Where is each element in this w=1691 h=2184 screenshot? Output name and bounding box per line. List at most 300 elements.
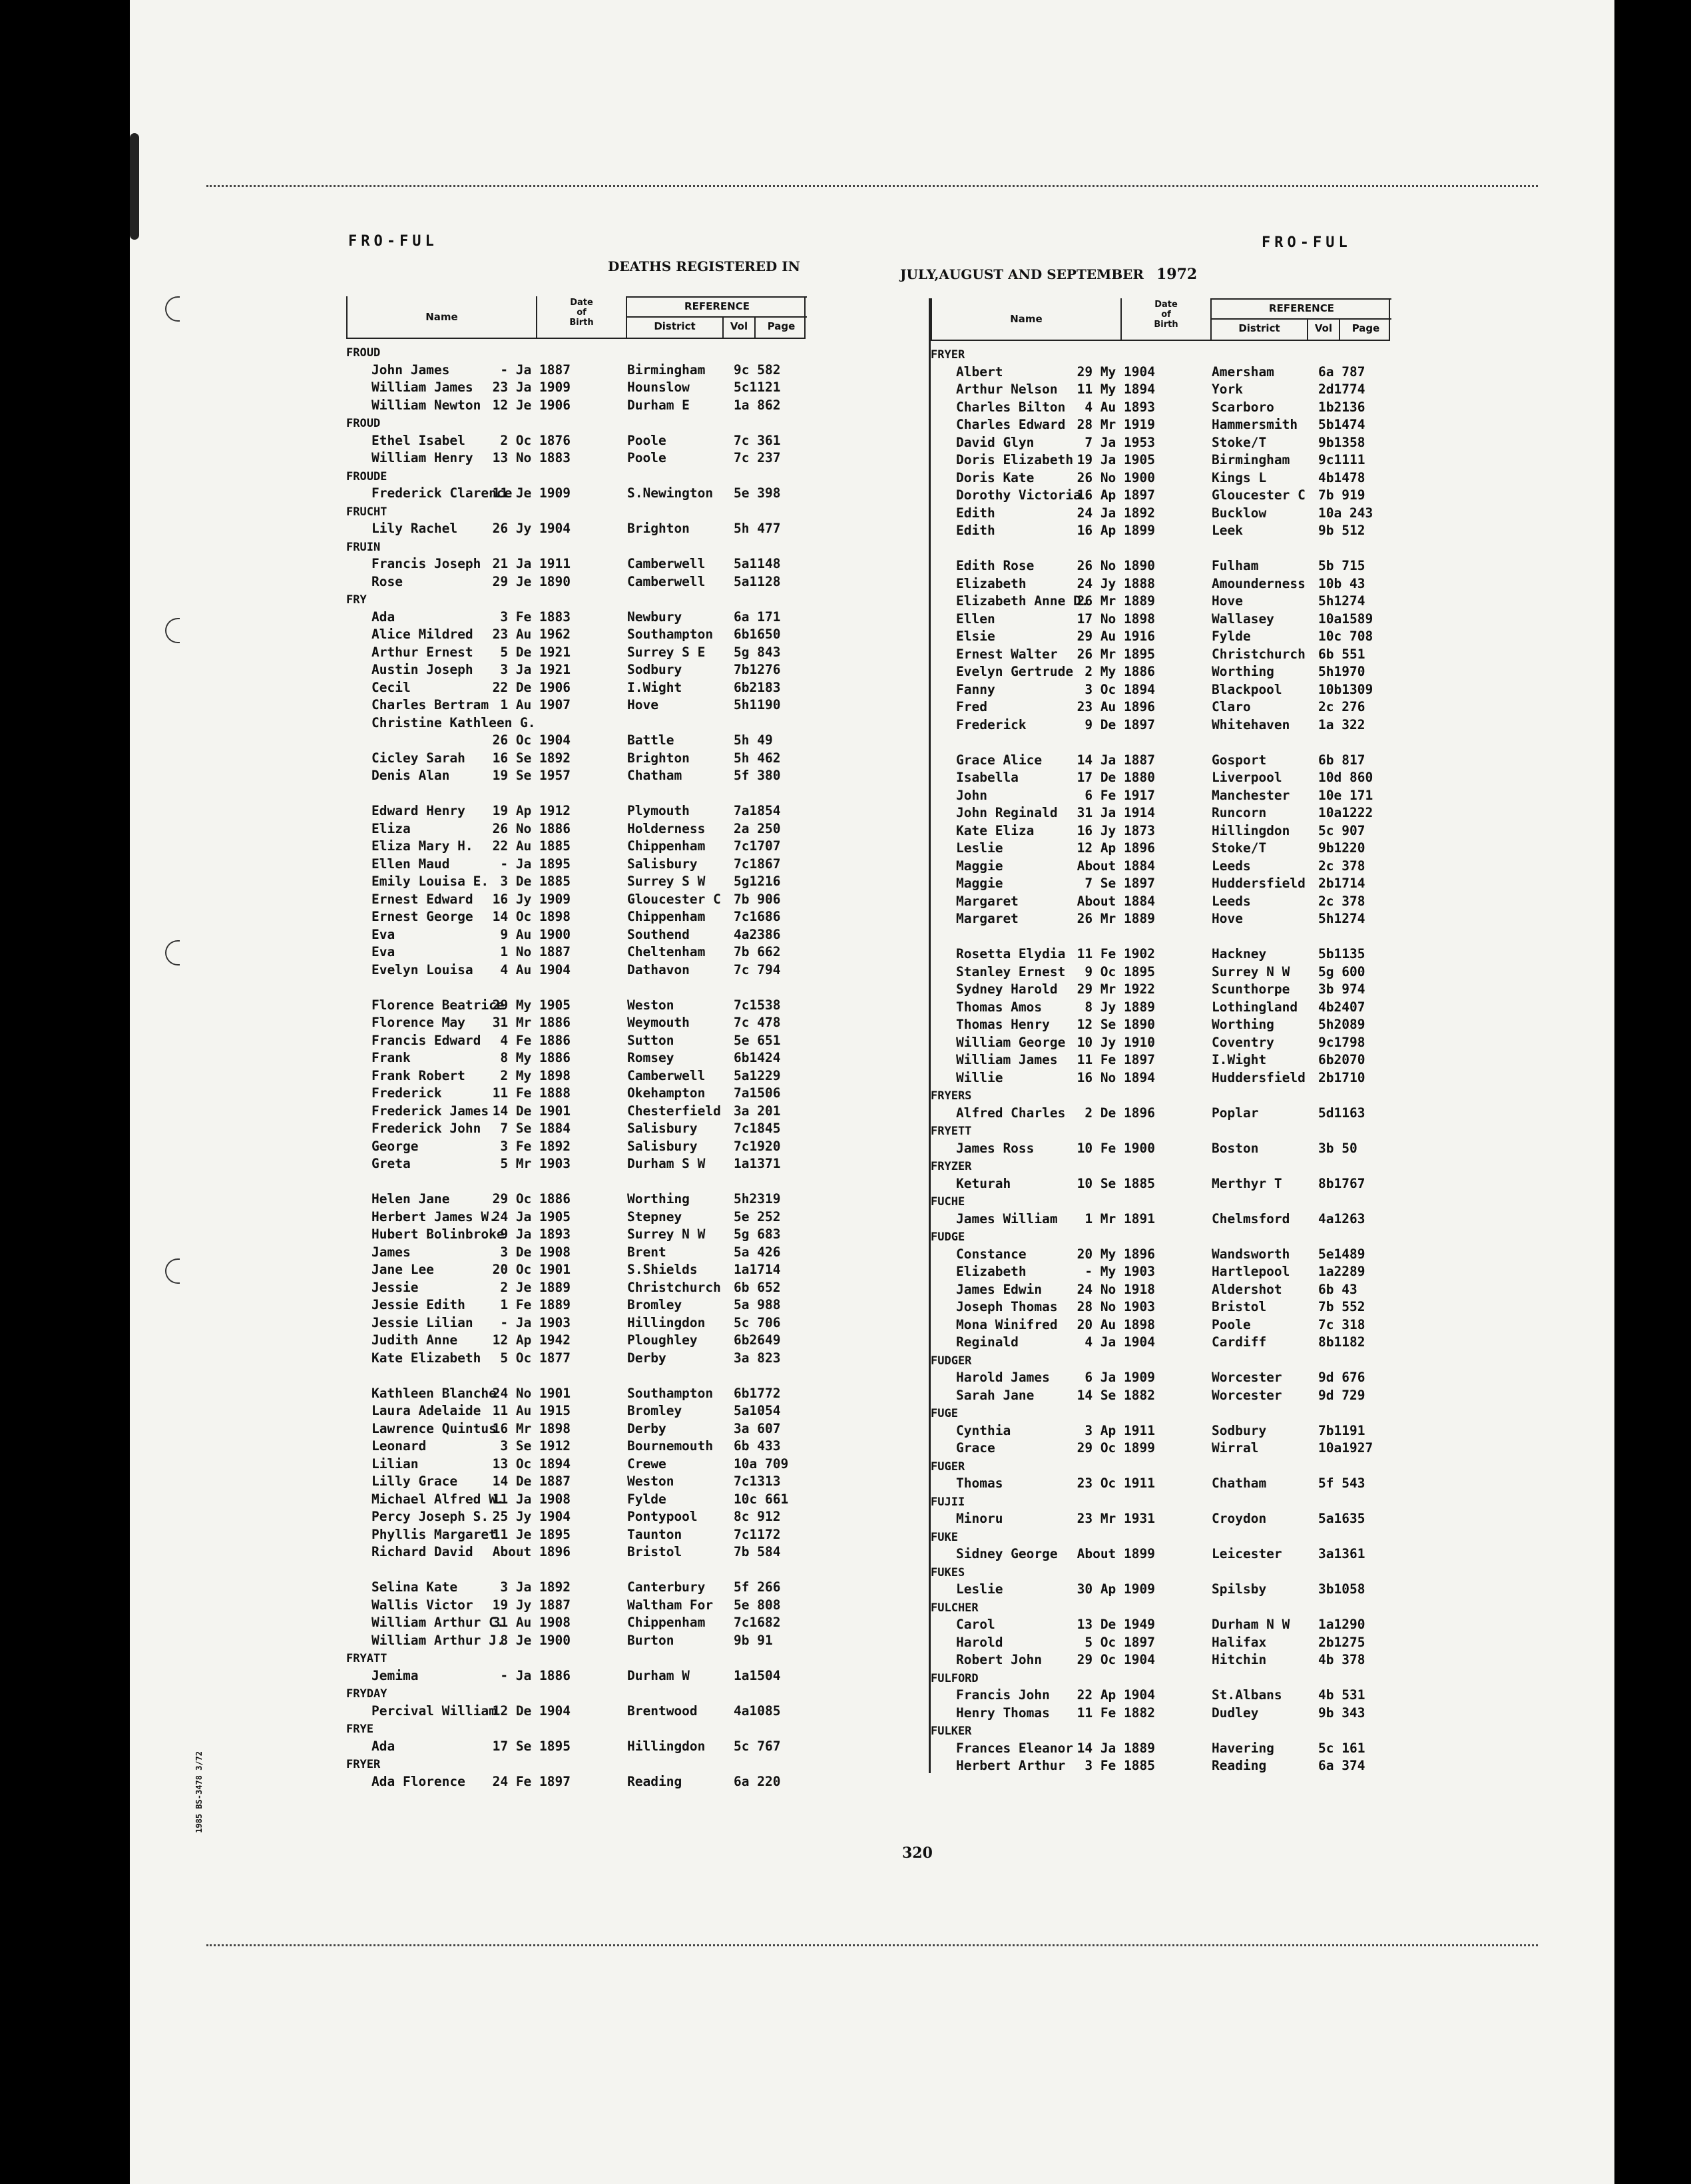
entry-district: Cardiff bbox=[1212, 1334, 1267, 1350]
entry-row bbox=[931, 1211, 1390, 1229]
entry-district: Runcorn bbox=[1212, 805, 1267, 820]
entry-row bbox=[346, 1509, 806, 1527]
surname: FRYZER bbox=[931, 1160, 972, 1173]
entry-row bbox=[931, 1440, 1390, 1458]
entry-row bbox=[346, 645, 806, 663]
entry-dob: 11 Fe 1902 bbox=[1077, 946, 1155, 961]
entry-row bbox=[346, 1297, 806, 1315]
entry-reference: 5c 907 bbox=[1318, 822, 1365, 838]
entry-row bbox=[346, 380, 806, 398]
entry-row bbox=[346, 1386, 806, 1404]
entry-district: Halifax bbox=[1212, 1634, 1267, 1650]
entry-row bbox=[346, 1015, 806, 1033]
entry-row bbox=[931, 717, 1390, 735]
entry-dob: 22 Au 1885 bbox=[492, 838, 571, 854]
entry-row bbox=[931, 558, 1390, 576]
entry-row bbox=[931, 911, 1390, 929]
header-dob-line1: Date bbox=[570, 298, 593, 308]
entry-name: Leslie bbox=[956, 1581, 1003, 1597]
entry-name: Doris Elizabeth bbox=[956, 452, 1074, 467]
entry-name: Willie bbox=[956, 1069, 1003, 1085]
entry-name: Sidney George bbox=[956, 1546, 1058, 1561]
entry-reference: 5b1474 bbox=[1318, 417, 1365, 432]
entry-reference: 4b1478 bbox=[1318, 469, 1365, 485]
entry-name: James Edwin bbox=[956, 1281, 1043, 1297]
entry-reference: 7b 552 bbox=[1318, 1299, 1365, 1314]
entry-dob: - Ja 1895 bbox=[500, 856, 571, 872]
entry-row bbox=[346, 697, 806, 715]
entry-district: Stoke/T bbox=[1212, 840, 1267, 856]
entry-row bbox=[346, 1139, 806, 1157]
surname-heading bbox=[931, 1529, 1390, 1547]
entry-district: Blackpool bbox=[1212, 681, 1282, 697]
entry-row bbox=[931, 1758, 1390, 1776]
surname-heading bbox=[346, 1650, 806, 1668]
entry-reference: 5f 380 bbox=[734, 768, 781, 783]
surname: FRYE bbox=[346, 1723, 373, 1736]
surname: FRYDAY bbox=[346, 1687, 387, 1701]
entry-reference: 7c1682 bbox=[734, 1615, 781, 1630]
entry-name: Stanley Ernest bbox=[956, 963, 1066, 979]
surname-heading bbox=[346, 344, 806, 362]
entry-row bbox=[346, 1332, 806, 1350]
entry-row bbox=[346, 680, 806, 698]
entry-row bbox=[346, 1597, 806, 1615]
entry-dob: 17 No 1898 bbox=[1077, 611, 1155, 627]
table-header bbox=[346, 296, 806, 339]
entry-row bbox=[931, 1141, 1390, 1159]
entry-district: Whitehaven bbox=[1212, 716, 1290, 732]
entry-reference: 9b 512 bbox=[1318, 523, 1365, 538]
entry-row bbox=[346, 1492, 806, 1509]
entry-name: Percy Joseph S. bbox=[371, 1509, 489, 1524]
entry-row bbox=[931, 629, 1390, 647]
entry-row bbox=[931, 840, 1390, 858]
entry-row bbox=[931, 805, 1390, 823]
entry-district: Coventry bbox=[1212, 1034, 1274, 1050]
entry-district: Burton bbox=[627, 1632, 674, 1648]
entry-row bbox=[346, 874, 806, 892]
entry-district: Durham N W bbox=[1212, 1617, 1290, 1632]
entry-reference: 4a1263 bbox=[1318, 1211, 1365, 1227]
entry-name: Herbert James W. bbox=[371, 1209, 497, 1225]
dotted-border-bottom bbox=[206, 1944, 1538, 1946]
entry-dob: 11 Ja 1908 bbox=[492, 1491, 571, 1507]
surname: FRUIN bbox=[346, 540, 381, 554]
entry-dob: 26 No 1890 bbox=[1077, 558, 1155, 573]
entry-district: Wallasey bbox=[1212, 611, 1274, 627]
entry-dob: 1 Mr 1891 bbox=[1085, 1211, 1155, 1227]
entry-dob: 4 Ja 1904 bbox=[1085, 1334, 1155, 1350]
entry-reference: 7a1854 bbox=[734, 803, 781, 818]
entry-district: Derby bbox=[627, 1350, 666, 1366]
entry-reference: 5h 477 bbox=[734, 521, 781, 536]
entry-name: Thomas Amos bbox=[956, 999, 1043, 1015]
entry-dob: 28 Mr 1919 bbox=[1077, 417, 1155, 432]
entry-row bbox=[346, 574, 806, 592]
entry-reference: 5e 651 bbox=[734, 1032, 781, 1048]
entry-name: Kathleen Blanche bbox=[371, 1385, 497, 1401]
surname: FUDGER bbox=[931, 1354, 972, 1368]
entry-district: S.Newington bbox=[627, 485, 714, 501]
entry-name: Ada bbox=[371, 609, 395, 625]
entry-name: Edith Rose bbox=[956, 558, 1035, 573]
entry-row bbox=[931, 1652, 1390, 1670]
entry-reference: 2b1710 bbox=[1318, 1069, 1365, 1085]
entry-dob: 11 Je 1895 bbox=[492, 1526, 571, 1542]
entry-dob: 20 My 1896 bbox=[1077, 1246, 1155, 1262]
surname: FULFORD bbox=[931, 1671, 979, 1685]
entry-row bbox=[346, 732, 806, 750]
entry-row bbox=[931, 1687, 1390, 1705]
entry-name: Cicley Sarah bbox=[371, 750, 465, 766]
entry-district: Spilsby bbox=[1212, 1581, 1267, 1597]
entry-district: Gloucester C bbox=[1212, 487, 1306, 503]
entry-dob: 11 Fe 1897 bbox=[1077, 1052, 1155, 1067]
surname: FUGE bbox=[931, 1407, 958, 1420]
entry-district: Kings L bbox=[1212, 469, 1267, 485]
entry-name: Kate Elizabeth bbox=[371, 1350, 481, 1366]
entry-dob: 21 Ja 1911 bbox=[492, 556, 571, 571]
entry-reference: 3a 607 bbox=[734, 1420, 781, 1436]
entry-district: Surrey N W bbox=[1212, 963, 1290, 979]
entry-district: Huddersfield bbox=[1212, 1069, 1306, 1085]
entry-name: Leonard bbox=[371, 1438, 427, 1454]
entry-name: Cecil bbox=[371, 679, 411, 695]
entry-reference: 6b1424 bbox=[734, 1050, 781, 1065]
entry-dob: 12 Ap 1942 bbox=[492, 1332, 571, 1348]
entry-district: Chippenham bbox=[627, 838, 706, 854]
entry-reference: 6a 787 bbox=[1318, 364, 1365, 380]
entry-dob: 16 Se 1892 bbox=[492, 750, 571, 766]
entry-dob: 31 Ja 1914 bbox=[1077, 805, 1155, 820]
entry-reference: 5g 843 bbox=[734, 644, 781, 660]
header-dob-line3: Birth bbox=[569, 318, 594, 328]
entry-reference: 5a1054 bbox=[734, 1403, 781, 1418]
entry-name: Wallis Victor bbox=[371, 1597, 473, 1613]
surname: FUDGE bbox=[931, 1230, 965, 1244]
entry-name: William George bbox=[956, 1034, 1066, 1050]
surname: FRUCHT bbox=[346, 505, 387, 519]
entry-reference: 5a1229 bbox=[734, 1067, 781, 1083]
entry-row bbox=[931, 435, 1390, 453]
entry-dob: 23 Ja 1909 bbox=[492, 380, 571, 395]
entry-reference: 1a 862 bbox=[734, 397, 781, 413]
entry-row bbox=[346, 1262, 806, 1280]
entry-row bbox=[346, 1244, 806, 1262]
surname: FULCHER bbox=[931, 1601, 979, 1615]
entry-reference: 7c1867 bbox=[734, 856, 781, 872]
entry-reference: 7c1172 bbox=[734, 1526, 781, 1542]
entry-row bbox=[346, 997, 806, 1015]
entry-name: Frederick bbox=[956, 716, 1027, 732]
entry-dob: 23 Oc 1911 bbox=[1077, 1476, 1155, 1491]
entry-dob: 10 Se 1885 bbox=[1077, 1175, 1155, 1191]
entry-row bbox=[931, 664, 1390, 682]
entry-district: Hillingdon bbox=[627, 1738, 706, 1754]
entry-dob: 2 My 1886 bbox=[1085, 664, 1155, 679]
entry-district: Southampton bbox=[627, 627, 714, 642]
entry-dob: 26 Mr 1895 bbox=[1077, 646, 1155, 662]
surname-heading bbox=[931, 1193, 1390, 1211]
entry-district: Poole bbox=[627, 432, 666, 448]
entry-reference: 6b 43 bbox=[1318, 1281, 1357, 1297]
entry-reference: 7c1845 bbox=[734, 1121, 781, 1136]
entry-row bbox=[346, 1456, 806, 1474]
entry-row bbox=[931, 1617, 1390, 1635]
entry-name: Mona Winifred bbox=[956, 1316, 1058, 1332]
entry-row bbox=[346, 485, 806, 503]
entry-district: Poplar bbox=[1212, 1105, 1259, 1121]
header-vol: Vol bbox=[724, 316, 756, 338]
entry-district: Boston bbox=[1212, 1140, 1259, 1156]
entry-district: Liverpool bbox=[1212, 770, 1282, 785]
entry-district: Hove bbox=[1212, 911, 1243, 926]
entry-district: Worthing bbox=[1212, 664, 1274, 679]
entry-name: Maggie bbox=[956, 876, 1003, 891]
entry-district: Hillingdon bbox=[627, 1314, 706, 1330]
entry-dob: About 1896 bbox=[492, 1544, 571, 1559]
entry-name: Lilian bbox=[371, 1456, 419, 1472]
entry-district: Bournemouth bbox=[627, 1438, 714, 1454]
entry-row bbox=[346, 1403, 806, 1421]
entry-district: Fylde bbox=[1212, 629, 1251, 644]
entry-name: Elsie bbox=[956, 629, 995, 644]
entry-reference: 5a 426 bbox=[734, 1244, 781, 1260]
entry-district: Hounslow bbox=[627, 380, 690, 395]
entry-reference: 5a1128 bbox=[734, 573, 781, 589]
entry-dob: 3 Fe 1892 bbox=[500, 1138, 571, 1154]
entry-name: Reginald bbox=[956, 1334, 1019, 1350]
entry-row bbox=[931, 1334, 1390, 1352]
entry-reference: 7b 906 bbox=[734, 891, 781, 907]
entry-dob: 2 Oc 1876 bbox=[500, 432, 571, 448]
entry-name: Lilly Grace bbox=[371, 1474, 458, 1489]
entry-name: Jessie Edith bbox=[371, 1297, 465, 1312]
entry-district: I.Wight bbox=[627, 679, 682, 695]
entry-district: Poole bbox=[1212, 1316, 1251, 1332]
entry-row bbox=[931, 382, 1390, 400]
entry-row bbox=[931, 1741, 1390, 1759]
entry-dob: 26 Oc 1904 bbox=[492, 732, 571, 748]
entry-dob: 7 Se 1884 bbox=[500, 1121, 571, 1136]
entry-row bbox=[346, 1085, 806, 1103]
entry-name: William Arthur C. bbox=[371, 1615, 505, 1630]
entry-name: Albert bbox=[956, 364, 1003, 380]
entry-reference: 3b 974 bbox=[1318, 981, 1365, 997]
entry-row bbox=[346, 1579, 806, 1597]
entry-name: Thomas bbox=[956, 1476, 1003, 1491]
row-spacer bbox=[931, 929, 1390, 947]
entry-name: Francis Joseph bbox=[371, 556, 481, 571]
entry-row bbox=[346, 1103, 806, 1121]
entry-reference: 5c1121 bbox=[734, 380, 781, 395]
entry-row bbox=[931, 417, 1390, 435]
entry-reference: 7b1276 bbox=[734, 662, 781, 677]
entry-district: Worcester bbox=[1212, 1387, 1282, 1403]
entry-row bbox=[346, 521, 806, 539]
entry-row bbox=[931, 964, 1390, 982]
entry-district: Salisbury bbox=[627, 1121, 698, 1136]
entry-district: Leicester bbox=[1212, 1546, 1282, 1561]
entry-dob: 24 No 1901 bbox=[492, 1385, 571, 1401]
entry-reference: 10c 661 bbox=[734, 1491, 789, 1507]
entry-row bbox=[346, 1121, 806, 1139]
entry-row bbox=[931, 364, 1390, 382]
entry-name: Ernest Walter bbox=[956, 646, 1058, 662]
entry-row bbox=[931, 1246, 1390, 1264]
entry-reference: 6b 817 bbox=[1318, 752, 1365, 768]
entry-row bbox=[346, 1050, 806, 1068]
entry-district: Brent bbox=[627, 1244, 666, 1260]
entry-row bbox=[931, 770, 1390, 788]
entry-district: Fylde bbox=[627, 1491, 666, 1507]
entry-dob: 3 Oc 1894 bbox=[1085, 681, 1155, 697]
entry-name: Elizabeth Anne D. bbox=[956, 593, 1089, 609]
entry-name: Ernest Edward bbox=[371, 891, 473, 907]
entry-reference: 6a 374 bbox=[1318, 1758, 1365, 1773]
entry-row bbox=[346, 1209, 806, 1227]
entry-reference: 10b 43 bbox=[1318, 575, 1365, 591]
entry-reference: 7c 318 bbox=[1318, 1316, 1365, 1332]
entry-district: Chatham bbox=[627, 768, 682, 783]
entry-dob: 28 No 1903 bbox=[1077, 1299, 1155, 1314]
entry-reference: 9d 676 bbox=[1318, 1370, 1365, 1385]
table-header bbox=[931, 298, 1390, 341]
entry-reference: 5c 161 bbox=[1318, 1740, 1365, 1756]
entry-dob: 1 Au 1907 bbox=[500, 697, 571, 712]
entry-dob: 6 Fe 1917 bbox=[1085, 787, 1155, 803]
surname: FRYER bbox=[346, 1758, 381, 1771]
entry-name: David Glyn bbox=[956, 434, 1035, 450]
entry-row bbox=[931, 1282, 1390, 1300]
entry-reference: 10a 243 bbox=[1318, 505, 1373, 521]
entry-reference: 2a 250 bbox=[734, 820, 781, 836]
entry-name: Frederick bbox=[371, 1085, 442, 1101]
entry-row bbox=[346, 1156, 806, 1174]
entry-row bbox=[346, 1703, 806, 1721]
entry-row bbox=[346, 556, 806, 574]
entry-dob: 13 De 1949 bbox=[1077, 1617, 1155, 1632]
entry-name: William Arthur J. bbox=[371, 1632, 505, 1648]
entry-district: Hammersmith bbox=[1212, 417, 1298, 432]
entry-reference: 8b1767 bbox=[1318, 1175, 1365, 1191]
entry-name: Eliza Mary H. bbox=[371, 838, 473, 854]
entry-name: Emily Louisa E. bbox=[371, 874, 489, 889]
entry-name: Frances Eleanor bbox=[956, 1740, 1074, 1756]
entry-name: Jane Lee bbox=[371, 1262, 434, 1277]
entry-dob: 4 Au 1904 bbox=[500, 961, 571, 977]
entry-reference: 6b 551 bbox=[1318, 646, 1365, 662]
index-range-right: FRO-FUL bbox=[1262, 234, 1351, 251]
entry-dob: 17 Se 1895 bbox=[492, 1738, 571, 1754]
entry-row bbox=[931, 1176, 1390, 1194]
entry-reference: 10d 860 bbox=[1318, 770, 1373, 785]
entry-row bbox=[346, 838, 806, 856]
entry-row bbox=[931, 946, 1390, 964]
entry-reference: 2c 378 bbox=[1318, 858, 1365, 874]
entry-dob: 19 Ap 1912 bbox=[492, 803, 571, 818]
entry-district: Camberwell bbox=[627, 556, 706, 571]
entry-district: Sodbury bbox=[627, 662, 682, 677]
entry-name: John Reginald bbox=[956, 805, 1058, 820]
entry-name: Denis Alan bbox=[371, 768, 450, 783]
entry-name: Elizabeth bbox=[956, 1264, 1027, 1279]
surname: FRYER bbox=[931, 348, 965, 362]
entry-dob: 19 Ja 1905 bbox=[1077, 452, 1155, 467]
entry-reference: 7b 662 bbox=[734, 944, 781, 959]
surname: FUKE bbox=[931, 1530, 958, 1544]
entry-name: Frederick James bbox=[371, 1103, 489, 1119]
entry-reference: 7c 478 bbox=[734, 1015, 781, 1030]
entry-district: Gosport bbox=[1212, 752, 1267, 768]
entry-name: Robert John bbox=[956, 1652, 1043, 1667]
entry-district: Hove bbox=[1212, 593, 1243, 609]
entry-reference: 6b2070 bbox=[1318, 1052, 1365, 1067]
entry-district: Sodbury bbox=[1212, 1422, 1267, 1438]
entry-dob: 22 Ap 1904 bbox=[1077, 1687, 1155, 1703]
entry-reference: 1a1504 bbox=[734, 1667, 781, 1683]
entry-row bbox=[931, 452, 1390, 470]
entry-district: Poole bbox=[627, 450, 666, 465]
entry-name: Jessie bbox=[371, 1279, 419, 1295]
entry-name: Florence Beatrice bbox=[371, 997, 505, 1013]
entry-dob: 13 No 1883 bbox=[492, 450, 571, 465]
entry-dob: 14 De 1901 bbox=[492, 1103, 571, 1119]
entry-dob: 13 Oc 1894 bbox=[492, 1456, 571, 1472]
entry-district: Salisbury bbox=[627, 856, 698, 872]
entry-district: Leek bbox=[1212, 523, 1243, 538]
entry-district: Hartlepool bbox=[1212, 1264, 1290, 1279]
entry-name: Sarah Jane bbox=[956, 1387, 1035, 1403]
entry-district: Plymouth bbox=[627, 803, 690, 818]
header-reference: REFERENCE bbox=[1212, 298, 1391, 320]
left-entries bbox=[346, 339, 806, 1791]
entry-dob: 9 Oc 1895 bbox=[1085, 963, 1155, 979]
entry-row bbox=[346, 1474, 806, 1492]
surname-heading bbox=[931, 1564, 1390, 1582]
entry-district: Hillingdon bbox=[1212, 822, 1290, 838]
entry-district: Manchester bbox=[1212, 787, 1290, 803]
entry-dob: 16 Ap 1897 bbox=[1077, 487, 1155, 503]
surname-heading bbox=[346, 468, 806, 486]
entry-name: Frank Robert bbox=[371, 1067, 465, 1083]
entry-reference: 2c 276 bbox=[1318, 699, 1365, 714]
entry-district: Camberwell bbox=[627, 573, 706, 589]
entry-district: Claro bbox=[1212, 699, 1251, 714]
entry-district: Bucklow bbox=[1212, 505, 1267, 521]
entry-district: I.Wight bbox=[1212, 1052, 1267, 1067]
right-column bbox=[929, 298, 1390, 1773]
entry-reference: 5h1190 bbox=[734, 697, 781, 712]
entry-row bbox=[346, 892, 806, 910]
entry-reference: 9b1220 bbox=[1318, 840, 1365, 856]
entry-name: Evelyn Gertrude bbox=[956, 664, 1074, 679]
entry-district: Huddersfield bbox=[1212, 876, 1306, 891]
index-range-left: FRO-FUL bbox=[348, 233, 438, 250]
entry-row bbox=[346, 433, 806, 451]
entry-name: William Henry bbox=[371, 450, 473, 465]
entry-reference: 5c 767 bbox=[734, 1738, 781, 1754]
page-number: 320 bbox=[902, 1844, 933, 1862]
entry-name: Helen Jane bbox=[371, 1191, 450, 1207]
entry-district: Chippenham bbox=[627, 1615, 706, 1630]
row-spacer bbox=[346, 786, 806, 804]
header-district: District bbox=[1212, 318, 1308, 340]
entry-district: Southampton bbox=[627, 1385, 714, 1401]
entry-name: Eva bbox=[371, 926, 395, 942]
entry-dob: 19 Jy 1887 bbox=[492, 1597, 571, 1613]
